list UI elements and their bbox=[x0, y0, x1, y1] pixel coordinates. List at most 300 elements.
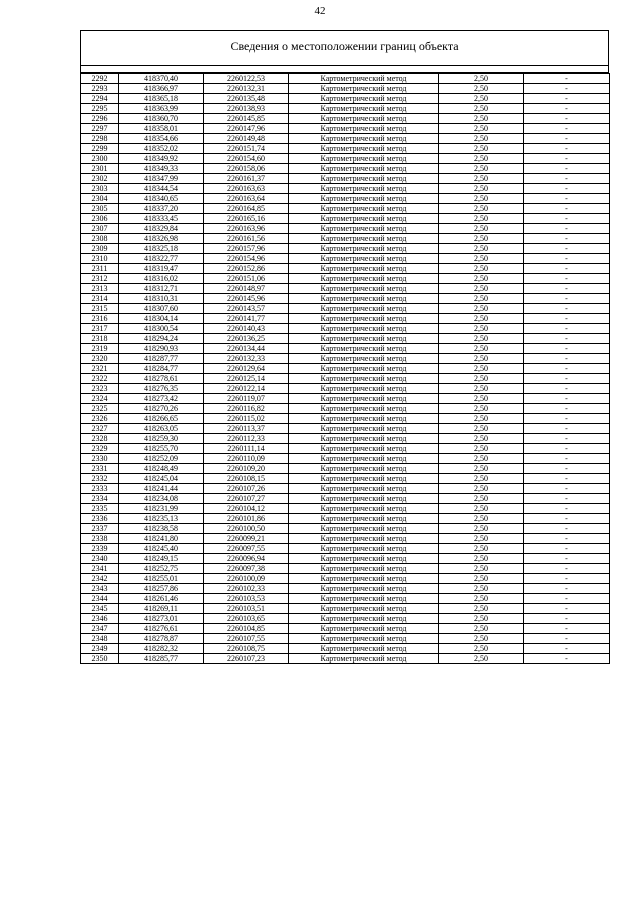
method-cell: Картометрический метод bbox=[289, 284, 439, 294]
accuracy-cell: 2,50 bbox=[439, 354, 524, 364]
page-number: 42 bbox=[314, 5, 326, 17]
point-number-cell: 2324 bbox=[81, 394, 119, 404]
method-cell: Картометрический метод bbox=[289, 554, 439, 564]
method-cell: Картометрический метод bbox=[289, 404, 439, 414]
method-cell: Картометрический метод bbox=[289, 304, 439, 314]
method-cell: Картометрический метод bbox=[289, 444, 439, 454]
description-cell: - bbox=[524, 424, 610, 434]
x-coordinate-cell: 418358,01 bbox=[119, 124, 204, 134]
y-coordinate-cell: 2260116,82 bbox=[204, 404, 289, 414]
description-cell: - bbox=[524, 234, 610, 244]
point-number-cell: 2294 bbox=[81, 94, 119, 104]
table-row bbox=[81, 374, 610, 384]
x-coordinate-cell: 418276,35 bbox=[119, 384, 204, 394]
method-cell: Картометрический метод bbox=[289, 374, 439, 384]
description-cell: - bbox=[524, 614, 610, 624]
x-coordinate-cell: 418231,99 bbox=[119, 504, 204, 514]
point-number-cell: 2311 bbox=[81, 264, 119, 274]
x-coordinate-cell: 418266,65 bbox=[119, 414, 204, 424]
y-coordinate-cell: 2260107,55 bbox=[204, 634, 289, 644]
method-cell: Картометрический метод bbox=[289, 644, 439, 654]
description-cell: - bbox=[524, 204, 610, 214]
point-number-cell: 2316 bbox=[81, 314, 119, 324]
accuracy-cell: 2,50 bbox=[439, 84, 524, 94]
accuracy-cell: 2,50 bbox=[439, 314, 524, 324]
description-cell: - bbox=[524, 474, 610, 484]
y-coordinate-cell: 2260154,96 bbox=[204, 254, 289, 264]
accuracy-cell: 2,50 bbox=[439, 324, 524, 334]
y-coordinate-cell: 2260138,93 bbox=[204, 104, 289, 114]
x-coordinate-cell: 418329,84 bbox=[119, 224, 204, 234]
point-number-cell: 2341 bbox=[81, 564, 119, 574]
table-row bbox=[81, 544, 610, 554]
table-row bbox=[81, 104, 610, 114]
table-row bbox=[81, 94, 610, 104]
point-number-cell: 2322 bbox=[81, 374, 119, 384]
description-cell: - bbox=[524, 444, 610, 454]
description-cell: - bbox=[524, 514, 610, 524]
accuracy-cell: 2,50 bbox=[439, 164, 524, 174]
y-coordinate-cell: 2260143,57 bbox=[204, 304, 289, 314]
y-coordinate-cell: 2260097,55 bbox=[204, 544, 289, 554]
x-coordinate-cell: 418294,24 bbox=[119, 334, 204, 344]
y-coordinate-cell: 2260145,96 bbox=[204, 294, 289, 304]
method-cell: Картометрический метод bbox=[289, 494, 439, 504]
method-cell: Картометрический метод bbox=[289, 384, 439, 394]
y-coordinate-cell: 2260103,51 bbox=[204, 604, 289, 614]
point-number-cell: 2332 bbox=[81, 474, 119, 484]
method-cell: Картометрический метод bbox=[289, 274, 439, 284]
table-row bbox=[81, 424, 610, 434]
table-row bbox=[81, 614, 610, 624]
y-coordinate-cell: 2260107,27 bbox=[204, 494, 289, 504]
x-coordinate-cell: 418269,11 bbox=[119, 604, 204, 614]
table-row bbox=[81, 514, 610, 524]
description-cell: - bbox=[524, 314, 610, 324]
x-coordinate-cell: 418270,26 bbox=[119, 404, 204, 414]
point-number-cell: 2348 bbox=[81, 634, 119, 644]
x-coordinate-cell: 418245,04 bbox=[119, 474, 204, 484]
description-cell: - bbox=[524, 344, 610, 354]
table-row bbox=[81, 554, 610, 564]
description-cell: - bbox=[524, 564, 610, 574]
accuracy-cell: 2,50 bbox=[439, 564, 524, 574]
point-number-cell: 2323 bbox=[81, 384, 119, 394]
point-number-cell: 2327 bbox=[81, 424, 119, 434]
description-cell: - bbox=[524, 414, 610, 424]
x-coordinate-cell: 418278,61 bbox=[119, 374, 204, 384]
point-number-cell: 2328 bbox=[81, 434, 119, 444]
y-coordinate-cell: 2260100,50 bbox=[204, 524, 289, 534]
description-cell: - bbox=[524, 214, 610, 224]
table-row bbox=[81, 644, 610, 654]
table-row bbox=[81, 604, 610, 614]
point-number-cell: 2302 bbox=[81, 174, 119, 184]
x-coordinate-cell: 418347,99 bbox=[119, 174, 204, 184]
table-row bbox=[81, 434, 610, 444]
x-coordinate-cell: 418273,42 bbox=[119, 394, 204, 404]
description-cell: - bbox=[524, 244, 610, 254]
x-coordinate-cell: 418326,98 bbox=[119, 234, 204, 244]
method-cell: Картометрический метод bbox=[289, 214, 439, 224]
point-number-cell: 2315 bbox=[81, 304, 119, 314]
table-row bbox=[81, 454, 610, 464]
point-number-cell: 2292 bbox=[81, 74, 119, 84]
description-cell: - bbox=[524, 654, 610, 664]
table-row bbox=[81, 204, 610, 214]
y-coordinate-cell: 2260122,14 bbox=[204, 384, 289, 394]
y-coordinate-cell: 2260140,43 bbox=[204, 324, 289, 334]
y-coordinate-cell: 2260103,65 bbox=[204, 614, 289, 624]
y-coordinate-cell: 2260108,75 bbox=[204, 644, 289, 654]
description-cell: - bbox=[524, 354, 610, 364]
table-row bbox=[81, 194, 610, 204]
point-number-cell: 2343 bbox=[81, 584, 119, 594]
method-cell: Картометрический метод bbox=[289, 294, 439, 304]
y-coordinate-cell: 2260108,15 bbox=[204, 474, 289, 484]
y-coordinate-cell: 2260129,64 bbox=[204, 364, 289, 374]
point-number-cell: 2301 bbox=[81, 164, 119, 174]
method-cell: Картометрический метод bbox=[289, 74, 439, 84]
table-title: Сведения о местоположении границ объекта bbox=[230, 39, 459, 53]
point-number-cell: 2337 bbox=[81, 524, 119, 534]
method-cell: Картометрический метод bbox=[289, 244, 439, 254]
table-row bbox=[81, 344, 610, 354]
accuracy-cell: 2,50 bbox=[439, 304, 524, 314]
x-coordinate-cell: 418255,01 bbox=[119, 574, 204, 584]
y-coordinate-cell: 2260151,06 bbox=[204, 274, 289, 284]
x-coordinate-cell: 418284,77 bbox=[119, 364, 204, 374]
x-coordinate-cell: 418300,54 bbox=[119, 324, 204, 334]
x-coordinate-cell: 418307,60 bbox=[119, 304, 204, 314]
table-row bbox=[81, 624, 610, 634]
x-coordinate-cell: 418290,93 bbox=[119, 344, 204, 354]
table-row bbox=[81, 84, 610, 94]
method-cell: Картометрический метод bbox=[289, 104, 439, 114]
y-coordinate-cell: 2260125,14 bbox=[204, 374, 289, 384]
y-coordinate-cell: 2260134,44 bbox=[204, 344, 289, 354]
table-row bbox=[81, 444, 610, 454]
table-row bbox=[81, 654, 610, 664]
accuracy-cell: 2,50 bbox=[439, 654, 524, 664]
point-number-cell: 2317 bbox=[81, 324, 119, 334]
point-number-cell: 2308 bbox=[81, 234, 119, 244]
point-number-cell: 2296 bbox=[81, 114, 119, 124]
y-coordinate-cell: 2260161,56 bbox=[204, 234, 289, 244]
description-cell: - bbox=[524, 494, 610, 504]
table-title-frame bbox=[80, 30, 609, 66]
accuracy-cell: 2,50 bbox=[439, 644, 524, 654]
method-cell: Картометрический метод bbox=[289, 604, 439, 614]
table-row bbox=[81, 414, 610, 424]
accuracy-cell: 2,50 bbox=[439, 514, 524, 524]
x-coordinate-cell: 418354,66 bbox=[119, 134, 204, 144]
y-coordinate-cell: 2260112,33 bbox=[204, 434, 289, 444]
method-cell: Картометрический метод bbox=[289, 344, 439, 354]
y-coordinate-cell: 2260161,37 bbox=[204, 174, 289, 184]
point-number-cell: 2344 bbox=[81, 594, 119, 604]
x-coordinate-cell: 418278,87 bbox=[119, 634, 204, 644]
accuracy-cell: 2,50 bbox=[439, 134, 524, 144]
point-number-cell: 2333 bbox=[81, 484, 119, 494]
x-coordinate-cell: 418261,46 bbox=[119, 594, 204, 604]
description-cell: - bbox=[524, 304, 610, 314]
y-coordinate-cell: 2260132,33 bbox=[204, 354, 289, 364]
point-number-cell: 2318 bbox=[81, 334, 119, 344]
method-cell: Картометрический метод bbox=[289, 454, 439, 464]
method-cell: Картометрический метод bbox=[289, 324, 439, 334]
y-coordinate-cell: 2260163,63 bbox=[204, 184, 289, 194]
accuracy-cell: 2,50 bbox=[439, 374, 524, 384]
method-cell: Картометрический метод bbox=[289, 534, 439, 544]
description-cell: - bbox=[524, 84, 610, 94]
method-cell: Картометрический метод bbox=[289, 254, 439, 264]
description-cell: - bbox=[524, 284, 610, 294]
description-cell: - bbox=[524, 374, 610, 384]
method-cell: Картометрический метод bbox=[289, 574, 439, 584]
point-number-cell: 2346 bbox=[81, 614, 119, 624]
table-row bbox=[81, 114, 610, 124]
method-cell: Картометрический метод bbox=[289, 364, 439, 374]
description-cell: - bbox=[524, 144, 610, 154]
x-coordinate-cell: 418310,31 bbox=[119, 294, 204, 304]
point-number-cell: 2340 bbox=[81, 554, 119, 564]
description-cell: - bbox=[524, 594, 610, 604]
x-coordinate-cell: 418319,47 bbox=[119, 264, 204, 274]
point-number-cell: 2299 bbox=[81, 144, 119, 154]
description-cell: - bbox=[524, 524, 610, 534]
coordinates-table-body bbox=[81, 74, 610, 664]
table-row bbox=[81, 164, 610, 174]
method-cell: Картометрический метод bbox=[289, 614, 439, 624]
accuracy-cell: 2,50 bbox=[439, 114, 524, 124]
point-number-cell: 2312 bbox=[81, 274, 119, 284]
x-coordinate-cell: 418241,80 bbox=[119, 534, 204, 544]
y-coordinate-cell: 2260109,20 bbox=[204, 464, 289, 474]
x-coordinate-cell: 418337,20 bbox=[119, 204, 204, 214]
accuracy-cell: 2,50 bbox=[439, 624, 524, 634]
accuracy-cell: 2,50 bbox=[439, 414, 524, 424]
description-cell: - bbox=[524, 114, 610, 124]
point-number-cell: 2335 bbox=[81, 504, 119, 514]
table-row bbox=[81, 524, 610, 534]
accuracy-cell: 2,50 bbox=[439, 274, 524, 284]
method-cell: Картометрический метод bbox=[289, 154, 439, 164]
x-coordinate-cell: 418304,14 bbox=[119, 314, 204, 324]
accuracy-cell: 2,50 bbox=[439, 504, 524, 514]
x-coordinate-cell: 418312,71 bbox=[119, 284, 204, 294]
accuracy-cell: 2,50 bbox=[439, 524, 524, 534]
method-cell: Картометрический метод bbox=[289, 94, 439, 104]
method-cell: Картометрический метод bbox=[289, 264, 439, 274]
table-row bbox=[81, 184, 610, 194]
accuracy-cell: 2,50 bbox=[439, 224, 524, 234]
point-number-cell: 2310 bbox=[81, 254, 119, 264]
description-cell: - bbox=[524, 604, 610, 614]
x-coordinate-cell: 418370,40 bbox=[119, 74, 204, 84]
table-row bbox=[81, 234, 610, 244]
accuracy-cell: 2,50 bbox=[439, 424, 524, 434]
table-row bbox=[81, 634, 610, 644]
description-cell: - bbox=[524, 294, 610, 304]
point-number-cell: 2293 bbox=[81, 84, 119, 94]
x-coordinate-cell: 418276,61 bbox=[119, 624, 204, 634]
table-row bbox=[81, 564, 610, 574]
x-coordinate-cell: 418263,05 bbox=[119, 424, 204, 434]
point-number-cell: 2307 bbox=[81, 224, 119, 234]
x-coordinate-cell: 418248,49 bbox=[119, 464, 204, 474]
table-row bbox=[81, 464, 610, 474]
x-coordinate-cell: 418252,09 bbox=[119, 454, 204, 464]
method-cell: Картометрический метод bbox=[289, 114, 439, 124]
point-number-cell: 2305 bbox=[81, 204, 119, 214]
y-coordinate-cell: 2260100,09 bbox=[204, 574, 289, 584]
point-number-cell: 2345 bbox=[81, 604, 119, 614]
method-cell: Картометрический метод bbox=[289, 584, 439, 594]
accuracy-cell: 2,50 bbox=[439, 604, 524, 614]
description-cell: - bbox=[524, 364, 610, 374]
description-cell: - bbox=[524, 74, 610, 84]
table-row bbox=[81, 474, 610, 484]
description-cell: - bbox=[524, 624, 610, 634]
method-cell: Картометрический метод bbox=[289, 634, 439, 644]
x-coordinate-cell: 418360,70 bbox=[119, 114, 204, 124]
x-coordinate-cell: 418366,97 bbox=[119, 84, 204, 94]
accuracy-cell: 2,50 bbox=[439, 264, 524, 274]
description-cell: - bbox=[524, 534, 610, 544]
description-cell: - bbox=[524, 464, 610, 474]
accuracy-cell: 2,50 bbox=[439, 94, 524, 104]
point-number-cell: 2321 bbox=[81, 364, 119, 374]
table-row bbox=[81, 274, 610, 284]
method-cell: Картометрический метод bbox=[289, 84, 439, 94]
y-coordinate-cell: 2260110,09 bbox=[204, 454, 289, 464]
table-row bbox=[81, 264, 610, 274]
point-number-cell: 2319 bbox=[81, 344, 119, 354]
method-cell: Картометрический метод bbox=[289, 464, 439, 474]
description-cell: - bbox=[524, 434, 610, 444]
accuracy-cell: 2,50 bbox=[439, 614, 524, 624]
table-row bbox=[81, 404, 610, 414]
accuracy-cell: 2,50 bbox=[439, 334, 524, 344]
table-row bbox=[81, 574, 610, 584]
y-coordinate-cell: 2260163,64 bbox=[204, 194, 289, 204]
x-coordinate-cell: 418255,70 bbox=[119, 444, 204, 454]
y-coordinate-cell: 2260151,74 bbox=[204, 144, 289, 154]
x-coordinate-cell: 418344,54 bbox=[119, 184, 204, 194]
method-cell: Картометрический метод bbox=[289, 594, 439, 604]
method-cell: Картометрический метод bbox=[289, 424, 439, 434]
accuracy-cell: 2,50 bbox=[439, 344, 524, 354]
method-cell: Картометрический метод bbox=[289, 524, 439, 534]
x-coordinate-cell: 418287,77 bbox=[119, 354, 204, 364]
accuracy-cell: 2,50 bbox=[439, 234, 524, 244]
y-coordinate-cell: 2260101,86 bbox=[204, 514, 289, 524]
point-number-cell: 2306 bbox=[81, 214, 119, 224]
accuracy-cell: 2,50 bbox=[439, 494, 524, 504]
description-cell: - bbox=[524, 334, 610, 344]
accuracy-cell: 2,50 bbox=[439, 254, 524, 264]
table-row bbox=[81, 504, 610, 514]
method-cell: Картометрический метод bbox=[289, 414, 439, 424]
description-cell: - bbox=[524, 554, 610, 564]
y-coordinate-cell: 2260158,06 bbox=[204, 164, 289, 174]
description-cell: - bbox=[524, 184, 610, 194]
point-number-cell: 2314 bbox=[81, 294, 119, 304]
point-number-cell: 2298 bbox=[81, 134, 119, 144]
table-row bbox=[81, 224, 610, 234]
point-number-cell: 2347 bbox=[81, 624, 119, 634]
description-cell: - bbox=[524, 634, 610, 644]
x-coordinate-cell: 418365,18 bbox=[119, 94, 204, 104]
y-coordinate-cell: 2260115,02 bbox=[204, 414, 289, 424]
table-row bbox=[81, 174, 610, 184]
table-row bbox=[81, 534, 610, 544]
x-coordinate-cell: 418235,13 bbox=[119, 514, 204, 524]
x-coordinate-cell: 418249,15 bbox=[119, 554, 204, 564]
accuracy-cell: 2,50 bbox=[439, 454, 524, 464]
y-coordinate-cell: 2260122,53 bbox=[204, 74, 289, 84]
description-cell: - bbox=[524, 124, 610, 134]
method-cell: Картометрический метод bbox=[289, 124, 439, 134]
table-row bbox=[81, 334, 610, 344]
accuracy-cell: 2,50 bbox=[439, 144, 524, 154]
description-cell: - bbox=[524, 544, 610, 554]
x-coordinate-cell: 418340,65 bbox=[119, 194, 204, 204]
accuracy-cell: 2,50 bbox=[439, 584, 524, 594]
table-row bbox=[81, 154, 610, 164]
description-cell: - bbox=[524, 384, 610, 394]
table-row bbox=[81, 284, 610, 294]
point-number-cell: 2320 bbox=[81, 354, 119, 364]
y-coordinate-cell: 2260152,86 bbox=[204, 264, 289, 274]
x-coordinate-cell: 418349,33 bbox=[119, 164, 204, 174]
method-cell: Картометрический метод bbox=[289, 164, 439, 174]
description-cell: - bbox=[524, 154, 610, 164]
description-cell: - bbox=[524, 584, 610, 594]
description-cell: - bbox=[524, 194, 610, 204]
x-coordinate-cell: 418234,08 bbox=[119, 494, 204, 504]
x-coordinate-cell: 418238,58 bbox=[119, 524, 204, 534]
y-coordinate-cell: 2260148,97 bbox=[204, 284, 289, 294]
x-coordinate-cell: 418241,44 bbox=[119, 484, 204, 494]
x-coordinate-cell: 418322,77 bbox=[119, 254, 204, 264]
description-cell: - bbox=[524, 274, 610, 284]
method-cell: Картометрический метод bbox=[289, 314, 439, 324]
accuracy-cell: 2,50 bbox=[439, 284, 524, 294]
table-row bbox=[81, 294, 610, 304]
x-coordinate-cell: 418273,01 bbox=[119, 614, 204, 624]
method-cell: Картометрический метод bbox=[289, 514, 439, 524]
accuracy-cell: 2,50 bbox=[439, 544, 524, 554]
point-number-cell: 2309 bbox=[81, 244, 119, 254]
y-coordinate-cell: 2260145,85 bbox=[204, 114, 289, 124]
accuracy-cell: 2,50 bbox=[439, 104, 524, 114]
table-row bbox=[81, 314, 610, 324]
method-cell: Картометрический метод bbox=[289, 544, 439, 554]
accuracy-cell: 2,50 bbox=[439, 174, 524, 184]
y-coordinate-cell: 2260157,96 bbox=[204, 244, 289, 254]
description-cell: - bbox=[524, 394, 610, 404]
table-row bbox=[81, 124, 610, 134]
point-number-cell: 2297 bbox=[81, 124, 119, 134]
method-cell: Картометрический метод bbox=[289, 194, 439, 204]
x-coordinate-cell: 418349,92 bbox=[119, 154, 204, 164]
table-row bbox=[81, 354, 610, 364]
method-cell: Картометрический метод bbox=[289, 654, 439, 664]
y-coordinate-cell: 2260163,96 bbox=[204, 224, 289, 234]
y-coordinate-cell: 2260107,26 bbox=[204, 484, 289, 494]
